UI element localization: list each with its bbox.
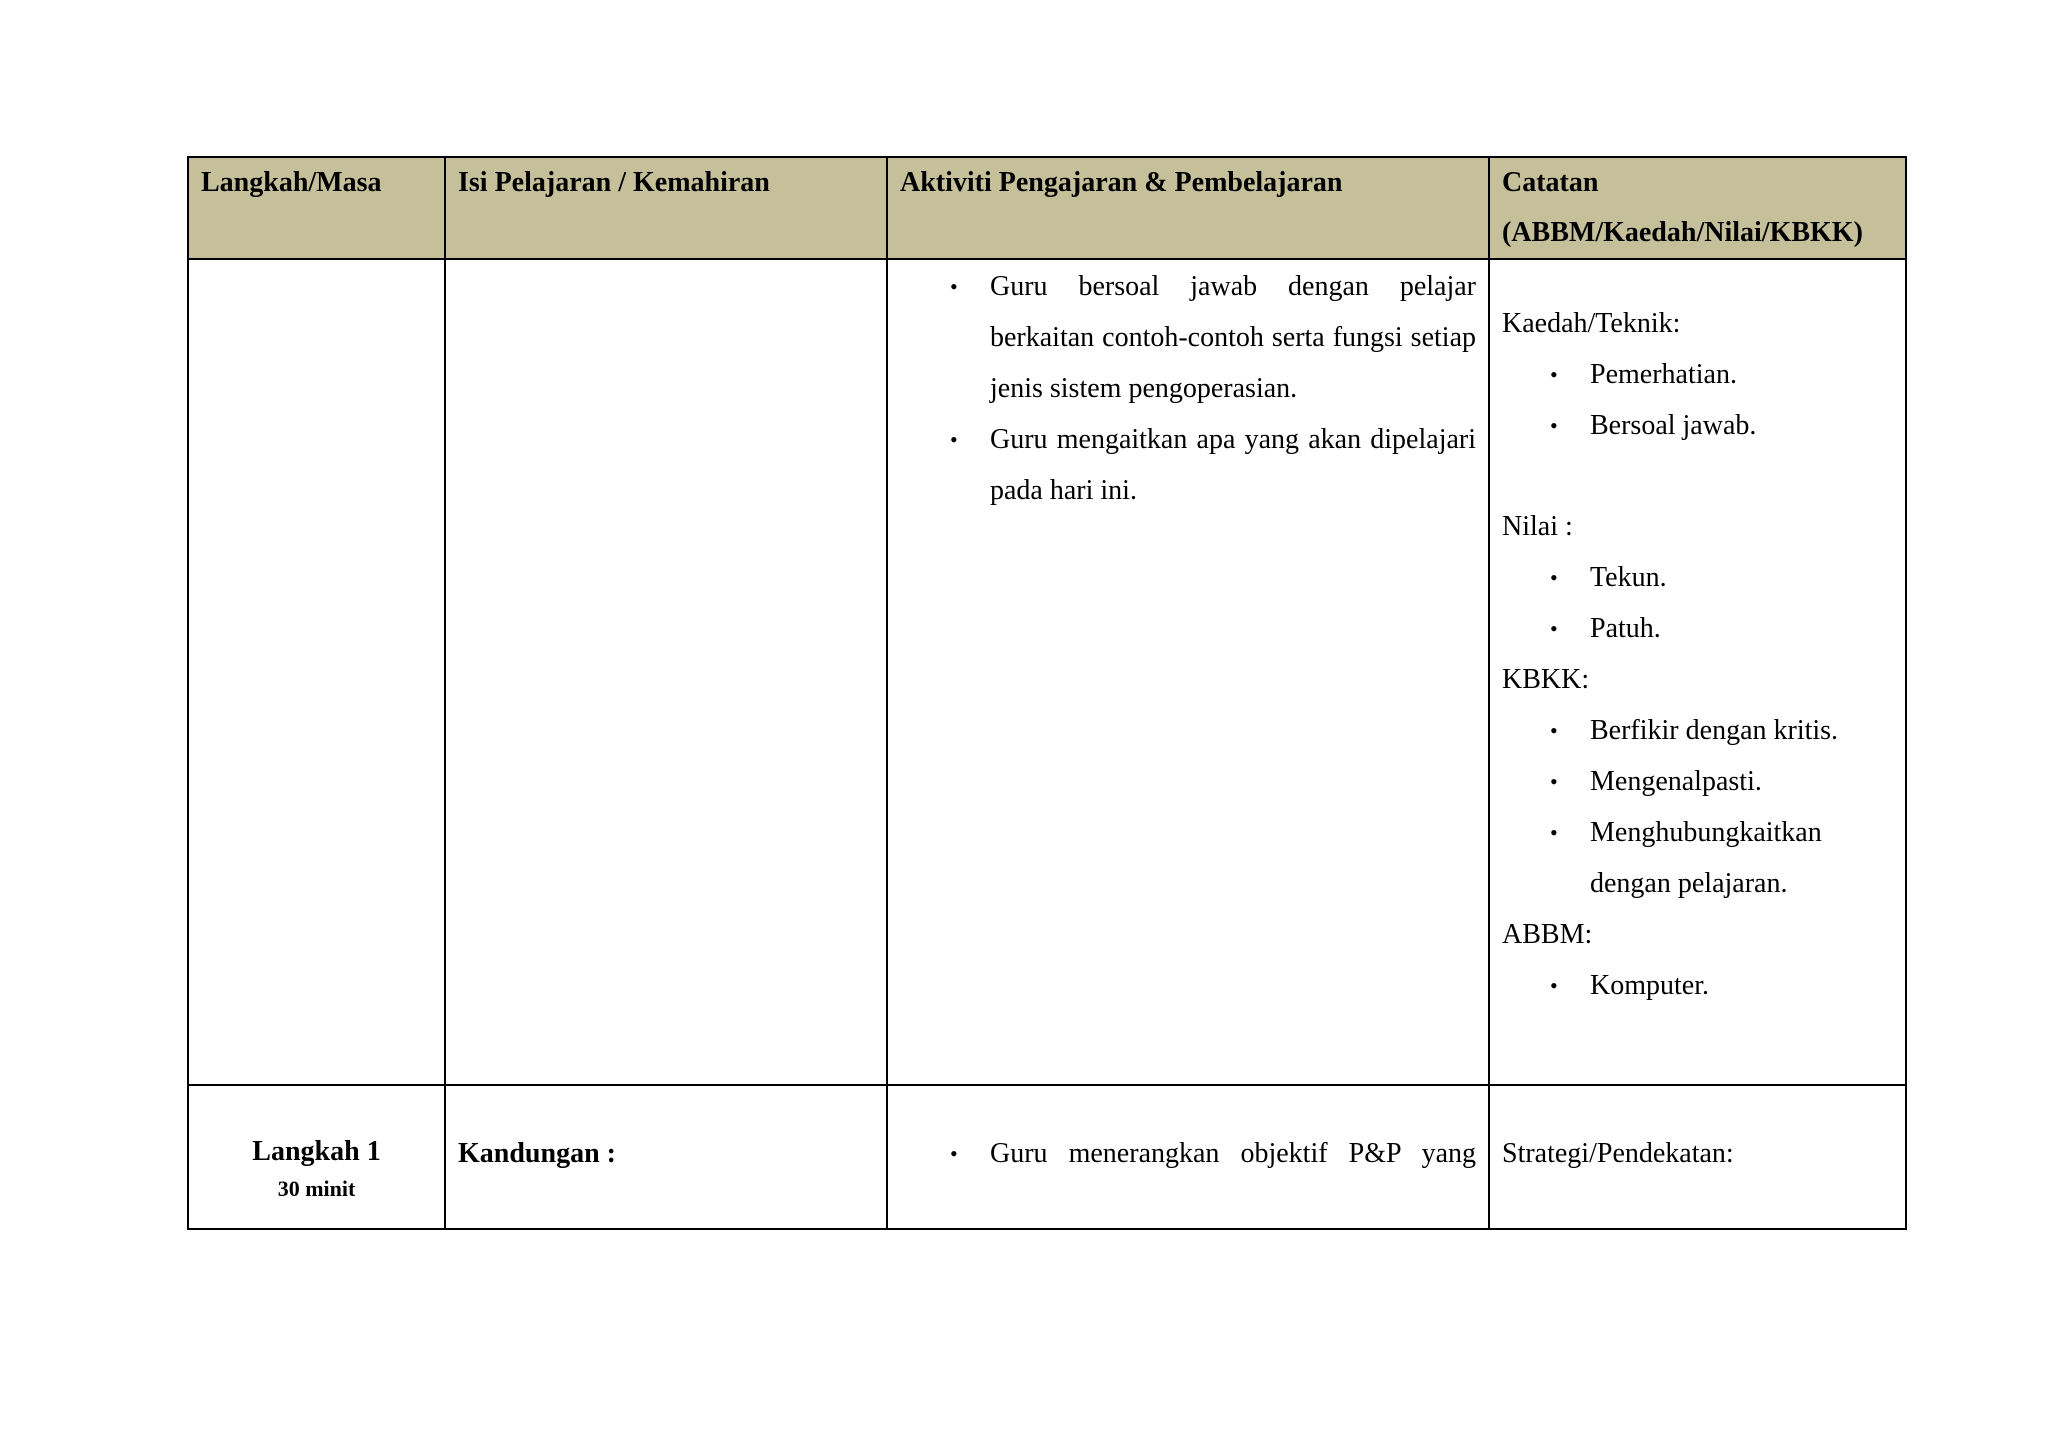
- activity-list: [900, 260, 1476, 516]
- list-item: [900, 414, 1476, 516]
- bullet-icon: •: [950, 1141, 958, 1166]
- table-row: [188, 259, 1906, 1085]
- table-row: [188, 1085, 1906, 1229]
- list-item: [1502, 552, 1893, 603]
- activity-text: Guru mengaitkan apa yang akan dipelajari pada hari ini.: [990, 424, 1476, 506]
- header-catatan: [1489, 157, 1906, 259]
- table-header-row: [188, 157, 1906, 259]
- bullet-icon: •: [1550, 616, 1558, 641]
- content-label: Kandungan :: [458, 1138, 616, 1169]
- bullet-icon: •: [950, 274, 958, 299]
- list-item: [1502, 603, 1893, 654]
- activity-list: [900, 1086, 1476, 1179]
- header-isi-pelajaran: Isi Pelajaran / Kemahiran: [445, 157, 887, 259]
- bullet-icon: •: [1550, 413, 1558, 438]
- list-item: [1502, 960, 1893, 1011]
- kaedah-heading: Kaedah/Teknik:: [1502, 308, 1681, 339]
- list-item: [900, 261, 1476, 414]
- bullet-icon: •: [1550, 565, 1558, 590]
- cell-activities: [887, 259, 1489, 1085]
- header-catatan-line2: (ABBM/Kaedah/Nilai/KBKK): [1502, 217, 1863, 248]
- kbkk-item: Berfikir dengan kritis.: [1590, 715, 1839, 746]
- nilai-list: [1502, 552, 1893, 654]
- strategy-label: Strategi/Pendekatan:: [1502, 1138, 1734, 1169]
- bullet-icon: •: [1550, 973, 1558, 998]
- bullet-icon: •: [950, 427, 958, 452]
- list-item: [1502, 400, 1893, 451]
- notes-block: [1502, 260, 1893, 1011]
- cell-strategy: [1489, 1085, 1906, 1229]
- kbkk-item: Mengenalpasti.: [1590, 766, 1762, 797]
- list-item: [1502, 807, 1893, 909]
- lesson-plan-table: [187, 156, 1907, 1230]
- bullet-icon: •: [1550, 362, 1558, 387]
- list-item: [1502, 705, 1893, 756]
- kaedah-item: Bersoal jawab.: [1590, 410, 1757, 441]
- bullet-icon: •: [1550, 769, 1558, 794]
- kaedah-list: [1502, 349, 1893, 451]
- header-catatan-line1: Catatan: [1502, 167, 1599, 198]
- abbm-item: Komputer.: [1590, 970, 1709, 1001]
- step-time: 30 minit: [277, 1176, 356, 1201]
- spacer: [1502, 451, 1893, 501]
- abbm-heading: ABBM:: [1502, 919, 1593, 950]
- step-title: Langkah 1: [252, 1136, 381, 1167]
- list-item: [1502, 349, 1893, 400]
- activity-text: Guru bersoal jawab dengan pelajar berkaitan contoh-contoh serta fungsi setiap jenis sistem pengoperasian.: [990, 271, 1476, 404]
- bullet-icon: •: [1550, 718, 1558, 743]
- cell-content: [445, 1085, 887, 1229]
- cell-step-activity: [887, 1085, 1489, 1229]
- nilai-heading: Nilai :: [1502, 511, 1573, 542]
- cell-langkah-empty: [188, 259, 445, 1085]
- kbkk-item: Menghubungkaitkan dengan pelajaran.: [1590, 817, 1822, 899]
- cell-isi-empty: [445, 259, 887, 1085]
- abbm-list: [1502, 960, 1893, 1011]
- header-langkah-masa: Langkah/Masa: [188, 157, 445, 259]
- nilai-item: Tekun.: [1590, 562, 1667, 593]
- cell-step: [188, 1085, 445, 1229]
- activity-text: Guru menerangkan objektif P&P yang: [990, 1138, 1476, 1169]
- list-item: [900, 1128, 1476, 1179]
- kbkk-list: [1502, 705, 1893, 909]
- nilai-item: Patuh.: [1590, 613, 1661, 644]
- kbkk-heading: KBKK:: [1502, 664, 1590, 695]
- cell-notes: [1489, 259, 1906, 1085]
- header-aktiviti: Aktiviti Pengajaran & Pembelajaran: [887, 157, 1489, 259]
- list-item: [1502, 756, 1893, 807]
- bullet-icon: •: [1550, 820, 1558, 845]
- kaedah-item: Pemerhatian.: [1590, 359, 1737, 390]
